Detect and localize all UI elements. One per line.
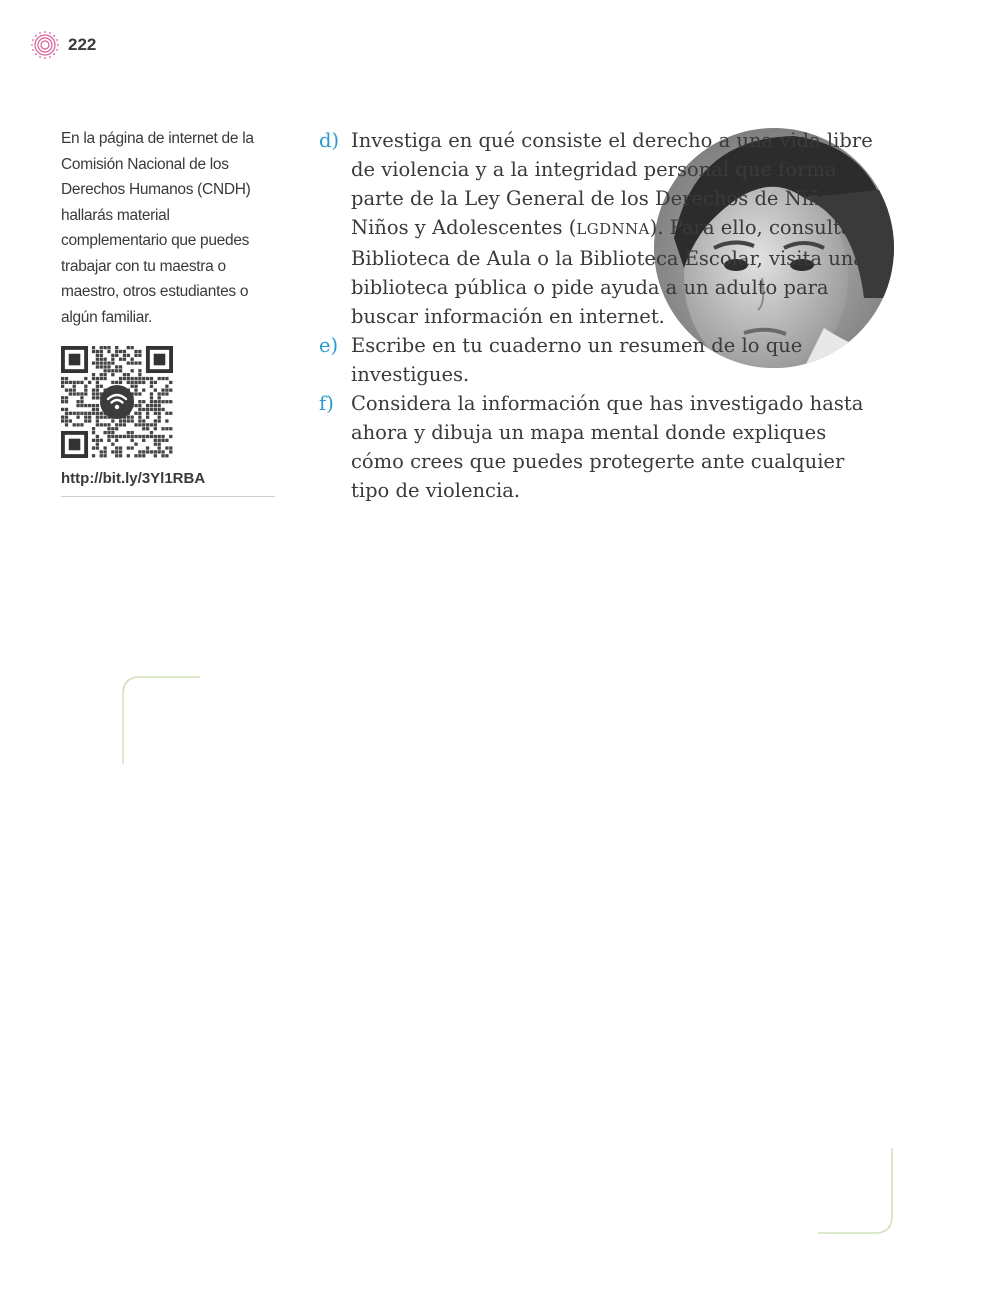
sidebar-note xyxy=(61,126,275,497)
corner-frame-top-left xyxy=(118,672,204,766)
item-letter: f) xyxy=(319,392,334,415)
exercise-item-f xyxy=(319,389,879,505)
item-text: Escribe en tu cuaderno un resumen de lo que investigues. xyxy=(351,334,803,386)
exercise-item-d xyxy=(319,126,879,331)
sun-ornament-icon xyxy=(30,30,60,60)
page-number: 222 xyxy=(68,35,97,54)
lgdnna-abbr: LGDNNA xyxy=(576,220,650,238)
page-header xyxy=(30,30,96,60)
exercise-list xyxy=(319,126,879,505)
item-letter: e) xyxy=(319,334,339,357)
exercise-item-e xyxy=(319,331,879,389)
cndh-link[interactable]: http://bit.ly/3Yl1RBA xyxy=(61,466,275,497)
item-letter: d) xyxy=(319,129,340,152)
item-text: Considera la información que has investigado hasta ahora y dibuja un mapa mental donde expliques cómo crees que puedes protegerte ante cualquier tipo de violencia. xyxy=(351,392,864,502)
sidebar-text: En la página de internet de la Comisión Nacional de los Derechos Humanos (CNDH) hallarás material complementario que puedes trabajar con tu maestra o maestro, otros estudiantes o algún familiar. xyxy=(61,130,254,326)
item-text-part: Investiga en qué consiste el derecho a una vida libre de violencia y a la integridad personal que forma parte de la Ley General de los Derechos de Niñas, Niños y Adolescentes ( xyxy=(351,129,873,239)
qr-code[interactable] xyxy=(61,346,173,458)
corner-frame-bottom-right xyxy=(814,1146,898,1238)
wifi-icon xyxy=(99,384,135,420)
item-text-part: ). Para ello, consulta la Biblioteca de Aula o la Biblioteca Escolar, visita una biblioteca pública o pide ayuda a un adulto para buscar información en internet. xyxy=(351,216,877,328)
